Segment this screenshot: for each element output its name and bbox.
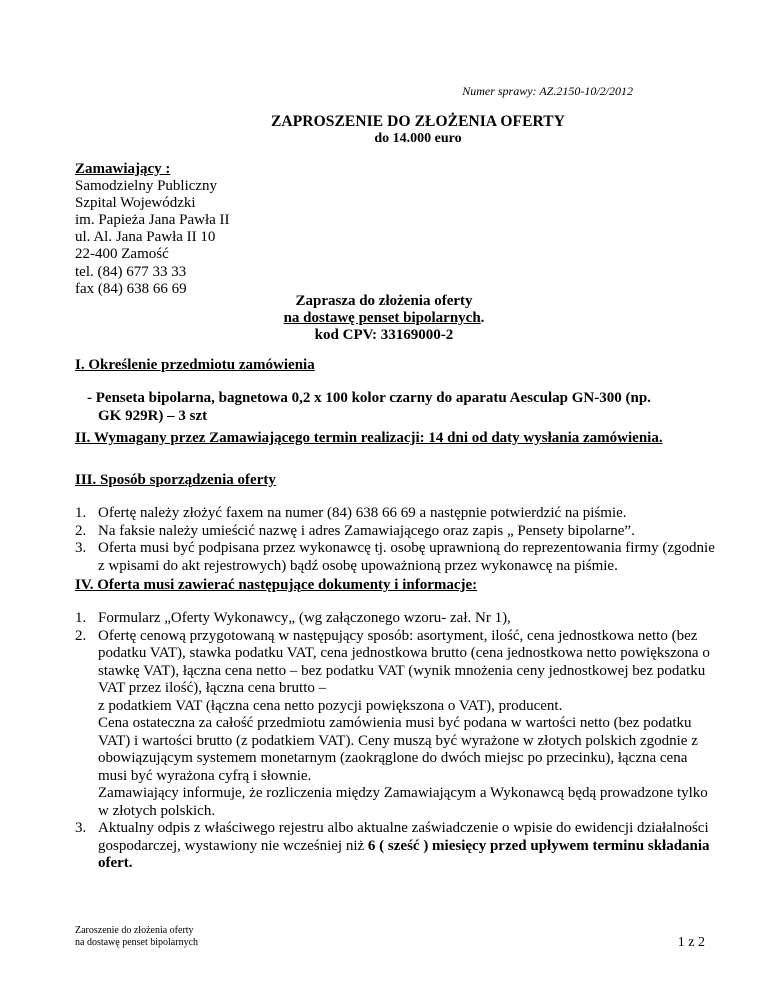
list-item xyxy=(75,628,715,821)
price-offer-paragraph: z podatkiem VAT (łączna cena netto pozycji powiększona o VAT), producent. xyxy=(98,697,563,714)
list-text: Ofertę należy złożyć faxem na numer (84) 638 66 69 a następnie potwierdzić na piśmie. xyxy=(98,505,627,521)
order-item-line: GK 929R) – 3 szt xyxy=(98,407,208,424)
address-line: fax (84) 638 66 69 xyxy=(75,280,187,297)
list-item xyxy=(75,523,715,541)
ordering-party-heading: Zamawiający : xyxy=(75,161,171,177)
page-number: 1 z 2 xyxy=(677,935,705,950)
order-item xyxy=(87,390,727,425)
ordering-party-block xyxy=(75,161,230,298)
address-line: 22-400 Zamość xyxy=(75,246,169,263)
address-line: Samodzielny Publiczny xyxy=(75,178,218,195)
invitation-subject-text: na dostawę penset bipolarnych xyxy=(283,310,481,327)
footer-line: na dostawę penset bipolarnych xyxy=(75,937,199,948)
price-offer-paragraph: Zamawiający informuje, że rozliczenia między Zamawiającym a Wykonawcą będą prowadzone tylko w złotych polskich. xyxy=(98,785,708,819)
offer-contents-list xyxy=(75,610,715,873)
price-offer-paragraph: Cena ostateczna za całość przedmiotu zamówienia musi być podana w wartości netto (bez podatku VAT) i wartości brutto (z podatkiem VAT). Ceny muszą być wyrażone w złotych polskich zgodnie z obowiązującym systemem monetarnym (zaokrąglone do dwóch miejsc po przecinku), łączna cena musi być wyrażona cyfrą i słownie. xyxy=(98,715,698,784)
order-item-line: - Penseta bipolarna, bagnetowa 0,2 x 100 kolor czarny do aparatu Aesculap GN-300 (np. xyxy=(87,390,651,406)
invitation-subject-period: . xyxy=(480,310,485,327)
list-number: 2. xyxy=(75,627,87,644)
invitation-block xyxy=(0,293,768,345)
section-4-heading: IV. Oferta musi zawierać następujące dokumenty i informacje: xyxy=(75,577,478,593)
document-subtitle: do 14.000 euro xyxy=(374,131,462,146)
list-number: 1. xyxy=(75,610,87,626)
list-number: 1. xyxy=(75,505,87,521)
offer-preparation-list xyxy=(75,505,715,575)
section-2-heading: II. Wymagany przez Zamawiającego termin realizacji: 14 dni od daty wysłania zamówienia. xyxy=(75,430,663,446)
price-offer-paragraph: Ofertę cenową przygotowaną w następujący sposób: asortyment, ilość, cena jednostkowa netto (bez podatku VAT), stawka podatku VAT, cena jednostkowa brutto (cena jednostkowa netto powiększona o stawkę VAT), łączna cena netto – bez podatku VAT (wynik mnożenia ceny jednostkowej bez podatku VAT przez ilość), łączna cena brutto – xyxy=(98,627,710,696)
address-line: tel. (84) 677 33 33 xyxy=(75,263,187,280)
list-number: 3. xyxy=(75,820,87,836)
deadline-emphasis: 6 ( sześć ) miesięcy przed upływem terminu składania ofert. xyxy=(98,837,710,871)
footer-line: Zaroszenie do złożenia oferty xyxy=(75,925,194,936)
list-text: Oferta musi być podpisana przez wykonawcę tj. osobę uprawnioną do reprezentowania firmy (zgodnie z wpisami do akt rejestrowych) bądź osobę upoważnioną przez wykonawcę na piśmie. xyxy=(98,540,715,574)
invitation-subject xyxy=(0,310,768,327)
cpv-code: kod CPV: 33169000-2 xyxy=(314,327,454,344)
invitation-line: Zaprasza do złożenia oferty xyxy=(295,293,473,309)
address-line: im. Papieża Jana Pawła II xyxy=(75,212,230,229)
case-number: Numer sprawy: AZ.2150-10/2/2012 xyxy=(462,84,633,98)
list-number: 3. xyxy=(75,540,87,556)
list-text: Aktualny odpis z właściwego rejestru albo aktualne zaświadczenie o wpisie do ewidencji działalności gospodarczej, wystawiony nie wcześniej niż xyxy=(98,820,709,854)
document-title: ZAPROSZENIE DO ZŁOŻENIA OFERTY xyxy=(270,113,565,130)
list-text: Formularz „Oferty Wykonawcy„ (wg załączonego wzoru- zał. Nr 1), xyxy=(98,610,511,626)
page-footer xyxy=(75,925,198,949)
address-line: Szpital Wojewódzki xyxy=(75,195,196,212)
list-item xyxy=(75,505,715,523)
list-item xyxy=(75,540,715,575)
section-3-heading: III. Sposób sporządzenia oferty xyxy=(75,472,276,488)
list-item xyxy=(75,610,715,628)
list-text: Na faksie należy umieścić nazwę i adres Zamawiającego oraz zapis „ Pensety bipolarne”. xyxy=(98,522,635,539)
list-item xyxy=(75,820,715,873)
section-1-heading: I. Określenie przedmiotu zamówienia xyxy=(75,357,315,373)
address-line: ul. Al. Jana Pawła II 10 xyxy=(75,229,216,246)
list-number: 2. xyxy=(75,522,87,539)
